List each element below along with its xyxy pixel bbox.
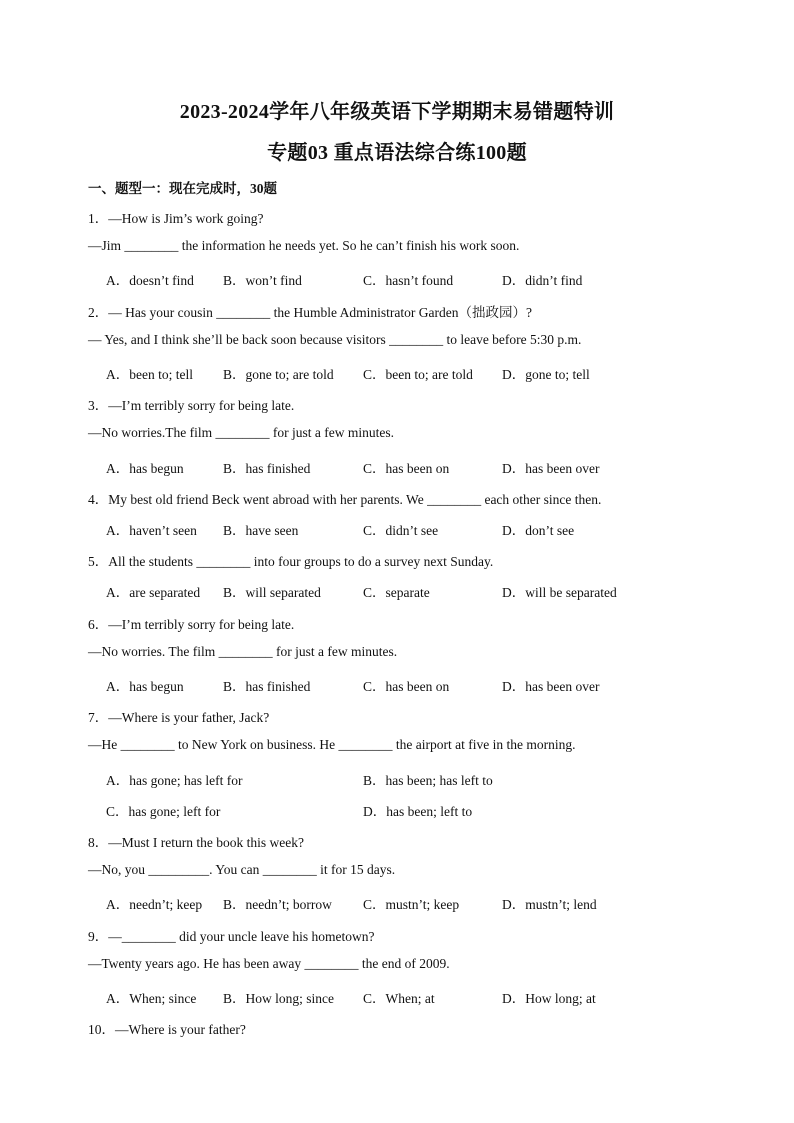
option-a: A．are separated [106, 585, 201, 600]
option-c: C．didn’t see [363, 523, 439, 538]
question-8-line-2: —No, you _________. You can ________ it for 15 days. [88, 862, 396, 877]
option-a: A．haven’t seen [106, 523, 197, 538]
question-4-stem: 4．My best old friend Beck went abroad with her parents. We ________ each other since then. [88, 492, 602, 507]
option-a: A．has gone; has left for [106, 773, 243, 788]
option-c: C．mustn’t; keep [363, 897, 460, 912]
option-d: D．How long; at [502, 991, 596, 1006]
option-c: C．When; at [363, 991, 435, 1006]
option-b: B．will separated [223, 585, 321, 600]
question-6-line-2: —No worries. The film ________ for just a few minutes. [88, 644, 398, 659]
option-d: D．don’t see [502, 523, 575, 538]
question-5-stem: 5．All the students ________ into four groups to do a survey next Sunday. [88, 554, 494, 569]
question-1-line-2: —Jim ________ the information he needs yet. So he can’t finish his work soon. [88, 238, 520, 253]
option-d: D．gone to; tell [502, 367, 590, 382]
section-heading: 一、题型一：现在完成时，30题 [88, 181, 277, 196]
option-a: A．been to; tell [106, 367, 193, 382]
option-d: D．has been over [502, 679, 600, 694]
option-c: C．has been on [363, 679, 450, 694]
question-6-stem: 6．—I’m terribly sorry for being late. [88, 617, 295, 632]
question-9-line-2: —Twenty years ago. He has been away ________ the end of 2009. [88, 956, 450, 971]
option-a: A．has begun [106, 461, 184, 476]
option-b: B．has been; has left to [363, 773, 493, 788]
option-b: B．has finished [223, 679, 311, 694]
question-9-stem: 9．—________ did your uncle leave his hometown? [88, 929, 375, 944]
option-a: A．needn’t; keep [106, 897, 203, 912]
option-b: B．has finished [223, 461, 311, 476]
question-7-line-2: —He ________ to New York on business. He ________ the airport at five in the morning. [88, 737, 576, 752]
option-a: A．When; since [106, 991, 197, 1006]
option-c: C．has gone; left for [106, 804, 221, 819]
option-b: B．won’t find [223, 273, 302, 288]
question-3-line-2: —No worries.The film ________ for just a few minutes. [88, 425, 394, 440]
option-c: C．separate [363, 585, 430, 600]
question-2-stem: 2．— Has your cousin ________ the Humble Administrator Garden（拙政园）? [88, 305, 532, 320]
option-c: C．hasn’t found [363, 273, 454, 288]
option-d: D．didn’t find [502, 273, 583, 288]
option-d: D．mustn’t; lend [502, 897, 597, 912]
question-1-stem: 1．—How is Jim’s work going? [88, 211, 264, 226]
question-2-line-2: — Yes, and I think she’ll be back soon because visitors ________ to leave before 5:30 p.m. [88, 332, 582, 347]
question-7-stem: 7．—Where is your father, Jack? [88, 710, 270, 725]
option-b: B．needn’t; borrow [223, 897, 332, 912]
option-a: A．doesn’t find [106, 273, 194, 288]
option-a: A．has begun [106, 679, 184, 694]
question-8-stem: 8．—Must I return the book this week? [88, 835, 304, 850]
option-c: C．has been on [363, 461, 450, 476]
option-b: B．How long; since [223, 991, 334, 1006]
question-10-stem: 10．—Where is your father? [88, 1022, 246, 1037]
option-b: B．have seen [223, 523, 299, 538]
option-d: D．will be separated [502, 585, 617, 600]
option-b: B．gone to; are told [223, 367, 334, 382]
option-d: D．has been over [502, 461, 600, 476]
option-d: D．has been; left to [363, 804, 473, 819]
option-c: C．been to; are told [363, 367, 473, 382]
question-3-stem: 3．—I’m terribly sorry for being late. [88, 398, 295, 413]
document-subtitle: 专题03 重点语法综合练100题 [267, 142, 527, 164]
document-title: 2023-2024学年八年级英语下学期期末易错题特训 [179, 101, 615, 123]
